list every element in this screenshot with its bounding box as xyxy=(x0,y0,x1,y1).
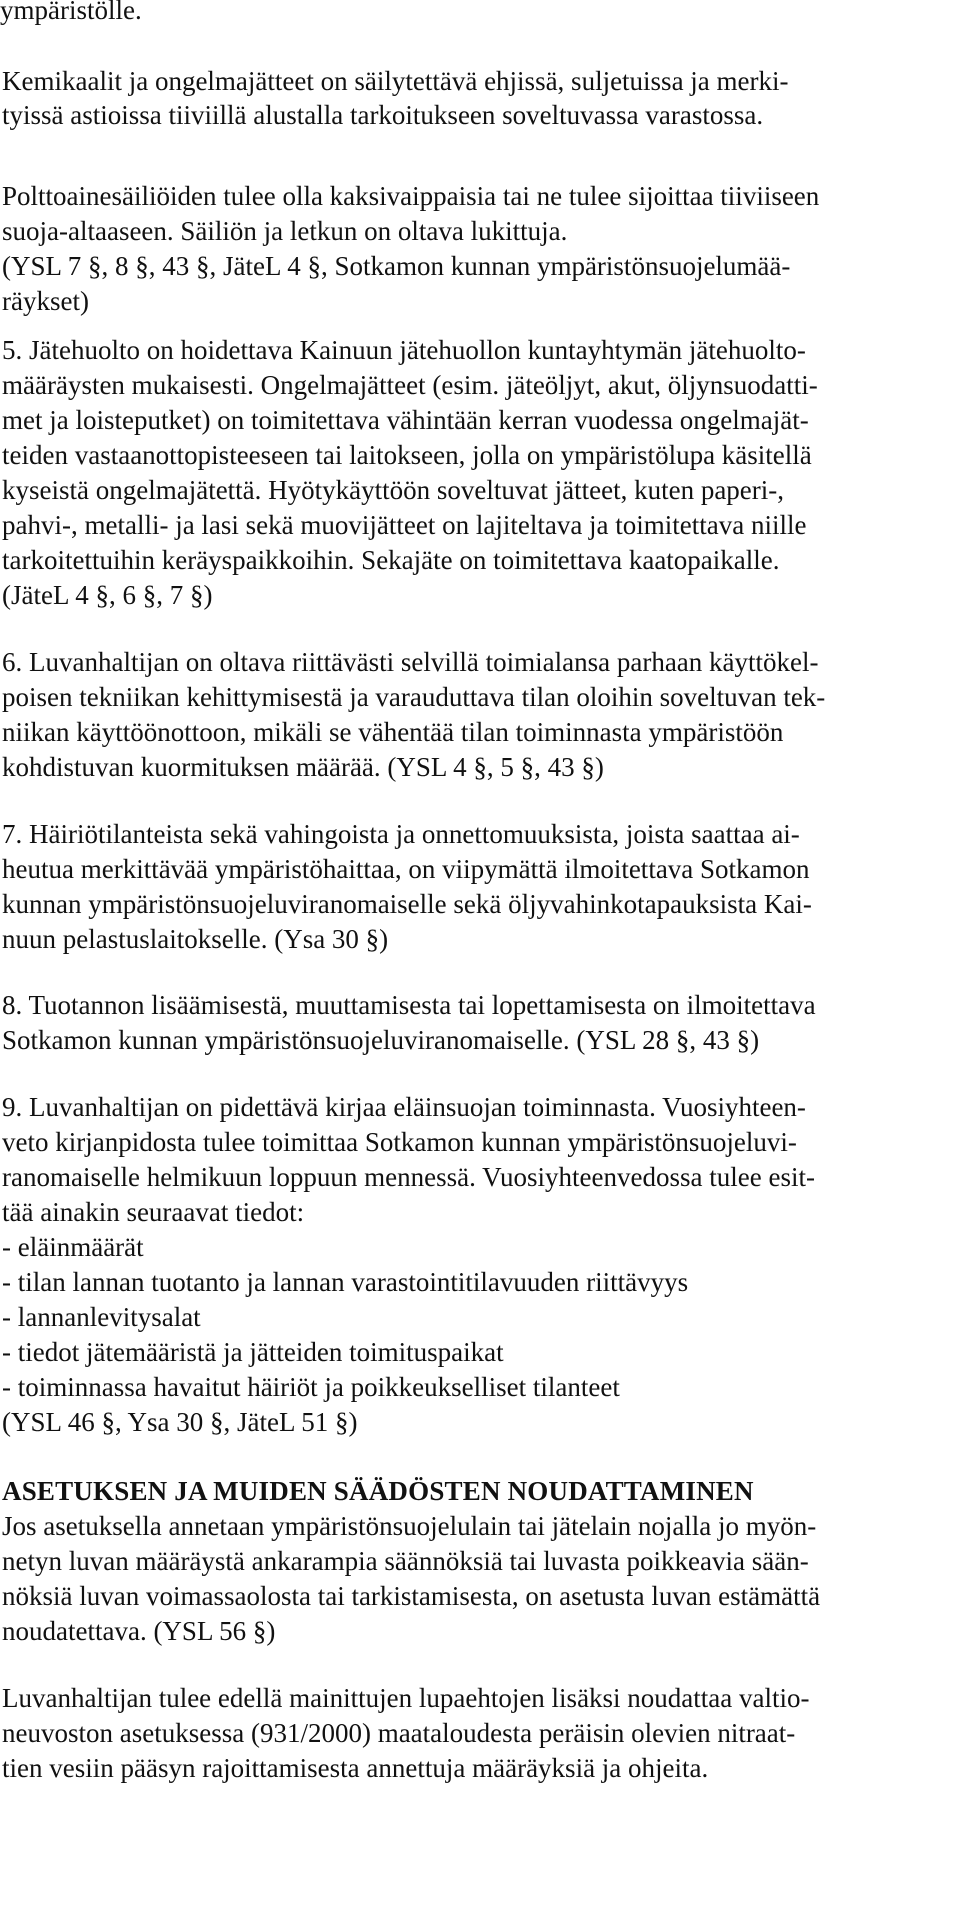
text-line: kohdistuvan kuormituksen määrää. (YSL 4 §, 5 §, 43 §) xyxy=(2,752,604,782)
text-line: netyn luvan määräystä ankarampia säännöksiä tai luvasta poikkeavia sään- xyxy=(2,1546,809,1576)
text-line: pahvi-, metalli- ja lasi sekä muovijätteet on lajiteltava ja toimitettava niille xyxy=(2,510,807,540)
text-line: Sotkamon kunnan ympäristönsuojeluviranomaiselle. (YSL 28 §, 43 §) xyxy=(2,1025,760,1055)
text-line: tyissä astioissa tiiviillä alustalla tarkoitukseen soveltuvassa varastossa. xyxy=(2,100,764,130)
text-line: 5. Jätehuolto on hoidettava Kainuun jätehuollon kuntayhtymän jätehuolto- xyxy=(2,335,806,365)
list-item: - toiminnassa havaitut häiriöt ja poikkeukselliset tilanteet xyxy=(2,1372,620,1402)
text-line: niikan käyttöönottoon, mikäli se vähentää tilan toiminnasta ympäristöön xyxy=(2,717,784,747)
text-line: tien vesiin pääsyn rajoittamisesta annettuja määräyksiä ja ohjeita. xyxy=(2,1753,709,1783)
text-line: 6. Luvanhaltijan on oltava riittävästi selvillä toimialansa parhaan käyttökel- xyxy=(2,647,819,677)
text-line: noudatettava. (YSL 56 §) xyxy=(2,1616,276,1646)
text-line: räykset) xyxy=(2,286,89,316)
list-item: - tiedot jätemääristä ja jätteiden toimituspaikat xyxy=(2,1337,504,1367)
text-line: Jos asetuksella annetaan ympäristönsuojelulain tai jätelain nojalla jo myön- xyxy=(2,1511,817,1541)
text-line: Polttoainesäiliöiden tulee olla kaksivaippaisia tai ne tulee sijoittaa tiiviiseen xyxy=(2,181,820,211)
text-line: 9. Luvanhaltijan on pidettävä kirjaa eläinsuojan toiminnasta. Vuosiyhteen- xyxy=(2,1092,806,1122)
text-line: (YSL 7 §, 8 §, 43 §, JäteL 4 §, Sotkamon kunnan ympäristönsuojelumää- xyxy=(2,251,791,281)
text-line: 7. Häiriötilanteista sekä vahingoista ja onnettomuuksista, joista saattaa ai- xyxy=(2,819,800,849)
text-line: poisen tekniikan kehittymisestä ja varauduttava tilan oloihin soveltuvan tek- xyxy=(2,682,826,712)
list-item: - eläinmäärät xyxy=(2,1232,144,1262)
text-line: (YSL 46 §, Ysa 30 §, JäteL 51 §) xyxy=(2,1407,358,1437)
list-item: - tilan lannan tuotanto ja lannan varastointitilavuuden riittävyys xyxy=(2,1267,689,1297)
text-line: Luvanhaltijan tulee edellä mainittujen lupaehtojen lisäksi noudattaa valtio- xyxy=(2,1683,810,1713)
text-line: Kemikaalit ja ongelmajätteet on säilytettävä ehjissä, suljetuissa ja merki- xyxy=(2,66,789,96)
text-line: ympäristölle. xyxy=(0,0,142,25)
text-line: tää ainakin seuraavat tiedot: xyxy=(2,1197,305,1227)
list-item: - lannanlevitysalat xyxy=(2,1302,201,1332)
text-line: suoja-altaaseen. Säiliön ja letkun on oltava lukittuja. xyxy=(2,216,568,246)
text-line: kyseistä ongelmajätettä. Hyötykäyttöön soveltuvat jätteet, kuten paperi-, xyxy=(2,475,785,505)
text-line: neuvoston asetuksessa (931/2000) maataloudesta peräisin olevien nitraat- xyxy=(2,1718,796,1748)
text-line: määräysten mukaisesti. Ongelmajätteet (esim. jäteöljyt, akut, öljynsuodatti- xyxy=(2,370,818,400)
text-line: kunnan ympäristönsuojeluviranomaiselle sekä öljyvahinkotapauksista Kai- xyxy=(2,889,812,919)
text-line: 8. Tuotannon lisäämisestä, muuttamisesta tai lopettamisesta on ilmoitettava xyxy=(2,990,816,1020)
text-line: ranomaiselle helmikuun loppuun mennessä. Vuosiyhteenvedossa tulee esit- xyxy=(2,1162,815,1192)
text-line: veto kirjanpidosta tulee toimittaa Sotkamon kunnan ympäristönsuojeluvi- xyxy=(2,1127,797,1157)
section-heading: ASETUKSEN JA MUIDEN SÄÄDÖSTEN NOUDATTAMINEN xyxy=(2,1476,754,1506)
text-line: teiden vastaanottopisteeseen tai laitokseen, jolla on ympäristölupa käsitellä xyxy=(2,440,812,470)
text-line: met ja loisteputket) on toimitettava vähintään kerran vuodessa ongelmajät- xyxy=(2,405,809,435)
text-line: nöksiä luvan voimassaolosta tai tarkistamisesta, on asetusta luvan estämättä xyxy=(2,1581,821,1611)
text-line: tarkoitettuihin keräyspaikkoihin. Sekajäte on toimitettava kaatopaikalle. xyxy=(2,545,780,575)
text-line: nuun pelastuslaitokselle. (Ysa 30 §) xyxy=(2,924,389,954)
text-line: (JäteL 4 §, 6 §, 7 §) xyxy=(2,580,213,610)
text-line: heutua merkittävää ympäristöhaittaa, on viipymättä ilmoitettava Sotkamon xyxy=(2,854,810,884)
